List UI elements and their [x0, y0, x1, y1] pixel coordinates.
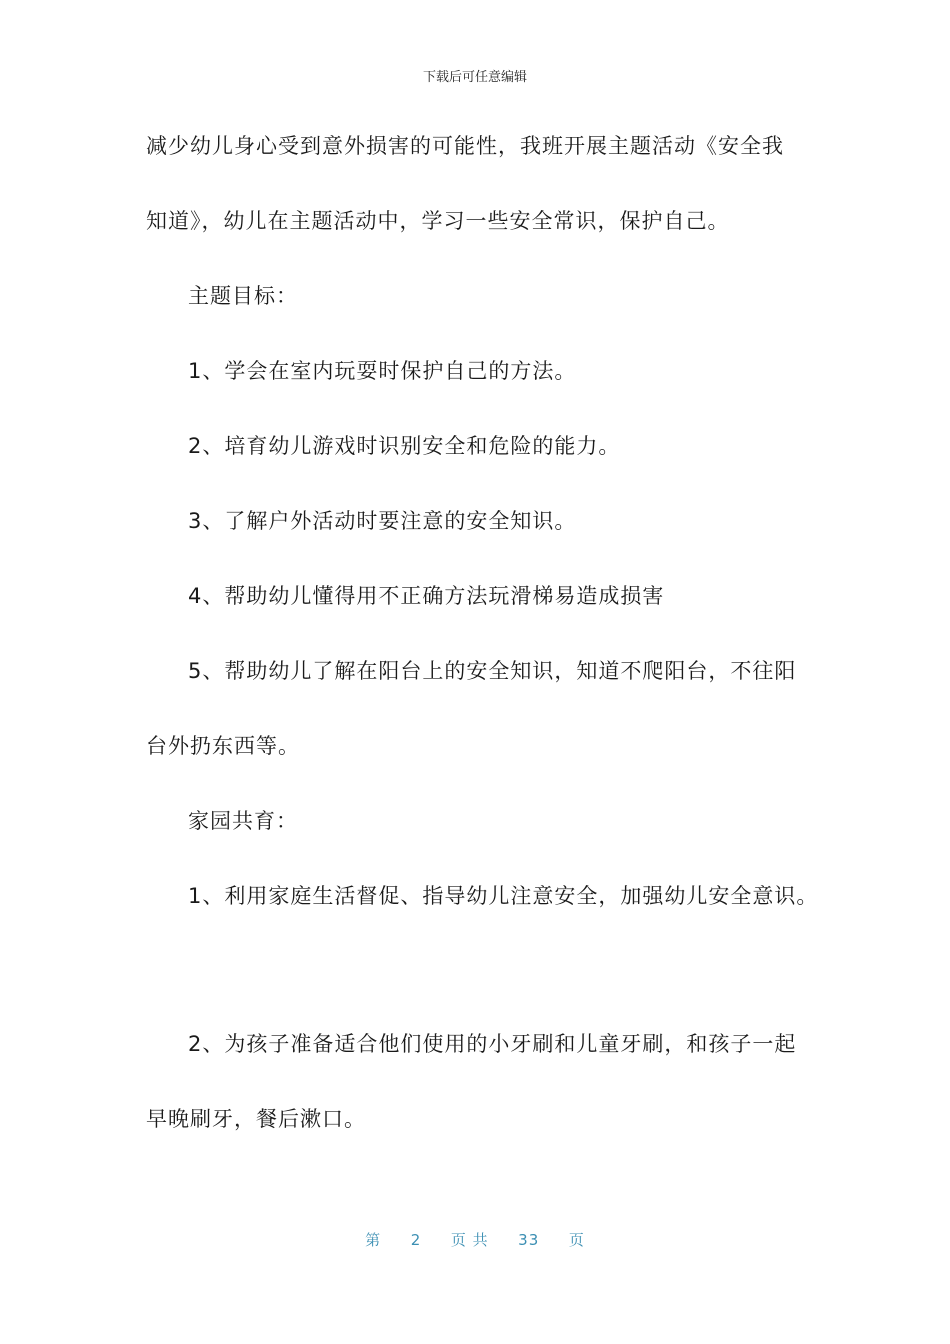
section-heading-goals: 主题目标：: [188, 284, 298, 308]
goal-item-3: 3、了解户外活动时要注意的安全知识。: [188, 509, 577, 533]
body-line-2: 知道》，幼儿在主题活动中，学习一些安全常识，保护自己。: [146, 209, 730, 233]
footer-prefix: 第: [365, 1231, 382, 1249]
footer-total-pages: 33: [518, 1231, 540, 1249]
goal-item-1: 1、学会在室内玩耍时保护自己的方法。: [188, 359, 577, 383]
goal-item-4: 4、帮助幼儿懂得用不正确方法玩滑梯易造成损害: [188, 584, 665, 608]
footer-current-page: 2: [410, 1231, 422, 1249]
goal-item-5-continued: 台外扔东西等。: [146, 734, 300, 758]
home-item-2: 2、为孩子准备适合他们使用的小牙刷和儿童牙刷，和孩子一起: [188, 1032, 797, 1056]
footer-mid: 页 共: [450, 1231, 489, 1249]
goal-item-2: 2、培育幼儿游戏时识别安全和危险的能力。: [188, 434, 621, 458]
home-item-2-continued: 早晚刷牙，餐后漱口。: [146, 1107, 366, 1131]
goal-item-5: 5、帮助幼儿了解在阳台上的安全知识，知道不爬阳台，不往阳: [188, 659, 797, 683]
home-item-1: 1、利用家庭生活督促、指导幼儿注意安全，加强幼儿安全意识。: [188, 884, 819, 908]
page-footer: [0, 1229, 950, 1250]
body-line-1: 减少幼儿身心受到意外损害的可能性，我班开展主题活动《安全我: [146, 134, 784, 158]
section-heading-home: 家园共育：: [188, 809, 298, 833]
page-header: 下载后可任意编辑: [422, 70, 527, 85]
footer-suffix: 页: [568, 1231, 585, 1249]
